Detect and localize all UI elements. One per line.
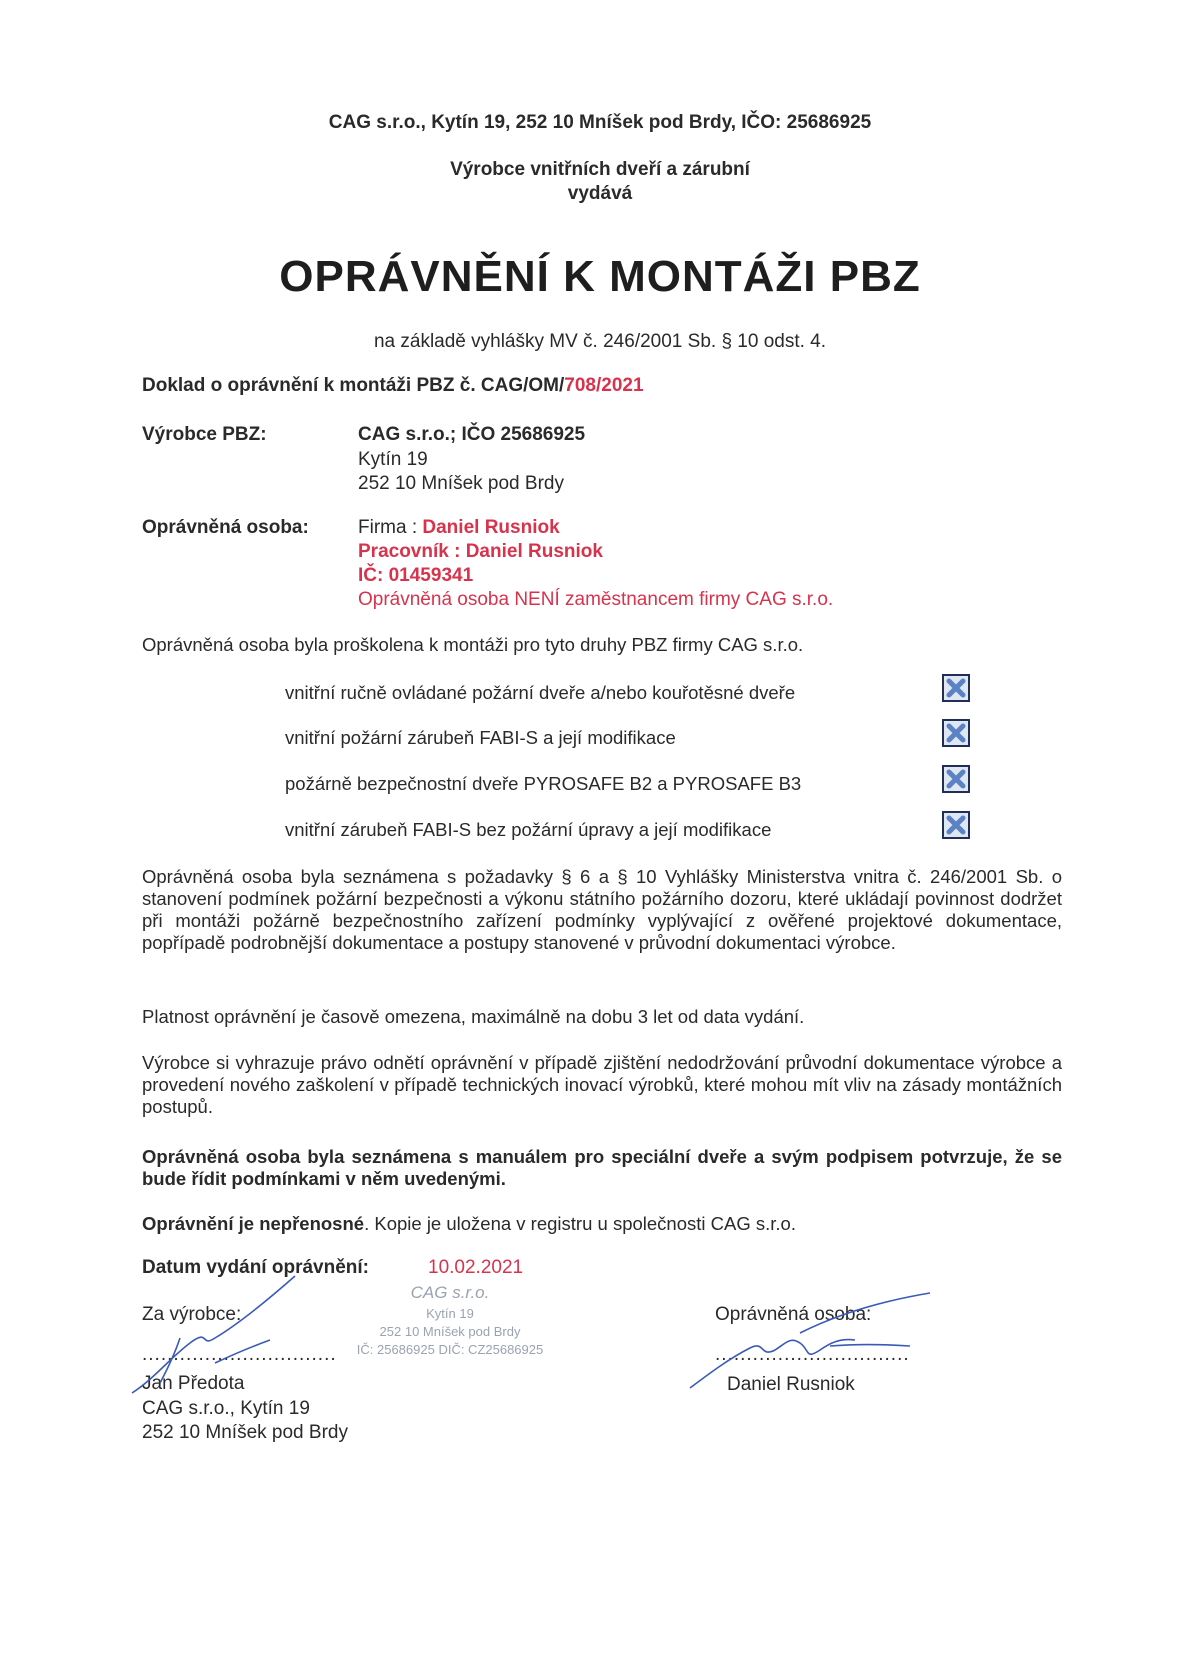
authorized-person-label: Oprávněná osoba: xyxy=(142,517,309,538)
non-transferable-paragraph xyxy=(142,1213,1062,1235)
authorized-note: Oprávněná osoba NENÍ zaměstnancem firmy CAG s.r.o. xyxy=(358,589,834,610)
legal-basis: na základě vyhlášky MV č. 246/2001 Sb. § 10 odst. 4. xyxy=(373,331,827,352)
manufacturer-city: 252 10 Mníšek pod Brdy xyxy=(358,473,564,494)
manufacturer-label: Výrobce PBZ: xyxy=(142,424,267,445)
company-header: CAG s.r.o., Kytín 19, 252 10 Mníšek pod Brdy, IČO: 25686925 xyxy=(328,112,872,133)
check-mark-icon xyxy=(944,676,968,700)
validity-paragraph: Platnost oprávnění je časově omezena, maximálně na dobu 3 let od data vydání. xyxy=(142,1006,805,1027)
issue-date-label: Datum vydání oprávnění: xyxy=(142,1257,369,1278)
manufacturer-name: CAG s.r.o.; IČO 25686925 xyxy=(358,424,586,445)
authorized-ic: IČ: 01459341 xyxy=(358,565,474,586)
manufacturer-street: Kytín 19 xyxy=(358,449,428,470)
person-sign-label: Oprávněná osoba: xyxy=(715,1304,872,1325)
issues-subtitle: vydává xyxy=(567,183,633,204)
stamp-company: CAG s.r.o. xyxy=(410,1283,490,1302)
person-signer-name: Daniel Rusniok xyxy=(727,1374,855,1395)
requirements-paragraph: Oprávněná osoba byla seznámena s požadavky § 6 a § 10 Vyhlášky Ministerstva vnitra č. 246/2001 Sb. o stanovení podmínek požární bezpečnosti a výkonu státního požárního dozoru, které ukládají povinnost dodržet při montáži požárně bezpečnostního zařízení podmínky vyplývající z ověřené projektové dokumentace, popřípadě podrobnější dokumentace a postupy stanovené v průvodní dokumentaci výrobce. xyxy=(142,866,1062,953)
manufacturer-signer-address-1: CAG s.r.o., Kytín 19 xyxy=(142,1398,310,1419)
manufacturer-signer-address-2: 252 10 Mníšek pod Brdy xyxy=(142,1422,348,1443)
document-title: OPRÁVNĚNÍ K MONTÁŽI PBZ xyxy=(279,252,921,301)
manufacturer-signer-name: Jan Předota xyxy=(142,1373,245,1394)
door-type-2: vnitřní požární zárubeň FABI-S a její modifikace xyxy=(285,727,676,748)
person-signature xyxy=(680,1288,940,1398)
document-number-prefix: Doklad o oprávnění k montáži PBZ č. CAG/OM/ xyxy=(142,375,565,396)
firm-name: Daniel Rusniok xyxy=(422,517,560,538)
person-sign-line: ............................... xyxy=(715,1344,910,1365)
non-transferable-rest: . Kopie je uložena v registru u společnosti CAG s.r.o. xyxy=(364,1213,796,1234)
authorized-firm xyxy=(358,517,560,539)
door-type-4: vnitřní zárubeň FABI-S bez požární úpravy a její modifikace xyxy=(285,819,772,840)
stamp-street: Kytín 19 xyxy=(426,1306,474,1321)
issue-date-value: 10.02.2021 xyxy=(428,1257,524,1278)
door-type-2-checkbox[interactable] xyxy=(942,719,970,747)
firm-prefix: Firma : xyxy=(358,517,423,538)
check-mark-icon xyxy=(944,813,968,837)
door-type-3-checkbox[interactable] xyxy=(942,765,970,793)
manufacturer-subtitle: Výrobce vnitřních dveří a zárubní xyxy=(450,159,750,180)
non-transferable-bold: Oprávnění je nepřenosné xyxy=(142,1213,365,1234)
door-type-1: vnitřní ručně ovládané požární dveře a/nebo kouřotěsné dveře xyxy=(285,682,796,703)
stamp-ids: IČ: 25686925 DIČ: CZ25686925 xyxy=(356,1342,544,1357)
door-type-4-checkbox[interactable] xyxy=(942,811,970,839)
manufacturer-sign-label: Za výrobce: xyxy=(142,1304,242,1325)
manual-paragraph: Oprávněná osoba byla seznámena s manuálem pro speciální dveře a svým podpisem potvrzuje, že se bude řídit podmínkami v něm uvedenými. xyxy=(142,1146,1062,1189)
door-type-1-checkbox[interactable] xyxy=(942,674,970,702)
document-number xyxy=(142,375,644,397)
training-intro: Oprávněná osoba byla proškolena k montáži pro tyto druhy PBZ firmy CAG s.r.o. xyxy=(142,634,804,655)
check-mark-icon xyxy=(944,767,968,791)
manufacturer-sign-line: ............................... xyxy=(142,1344,337,1365)
stamp-city: 252 10 Mníšek pod Brdy xyxy=(379,1324,521,1339)
manufacturer-signature xyxy=(120,1268,320,1398)
door-type-3: požárně bezpečnostní dveře PYROSAFE B2 a PYROSAFE B3 xyxy=(285,773,802,794)
check-mark-icon xyxy=(944,721,968,745)
withdrawal-paragraph: Výrobce si vyhrazuje právo odnětí oprávnění v případě zjištění nedodržování průvodní dokumentace výrobce a provedení nového zaškolení v případě technických inovací výrobků, které mohou mít vliv na zásady montážních postupů. xyxy=(142,1052,1062,1117)
authorized-worker: Pracovník : Daniel Rusniok xyxy=(358,541,603,562)
document-number-value: 708/2021 xyxy=(564,375,644,396)
